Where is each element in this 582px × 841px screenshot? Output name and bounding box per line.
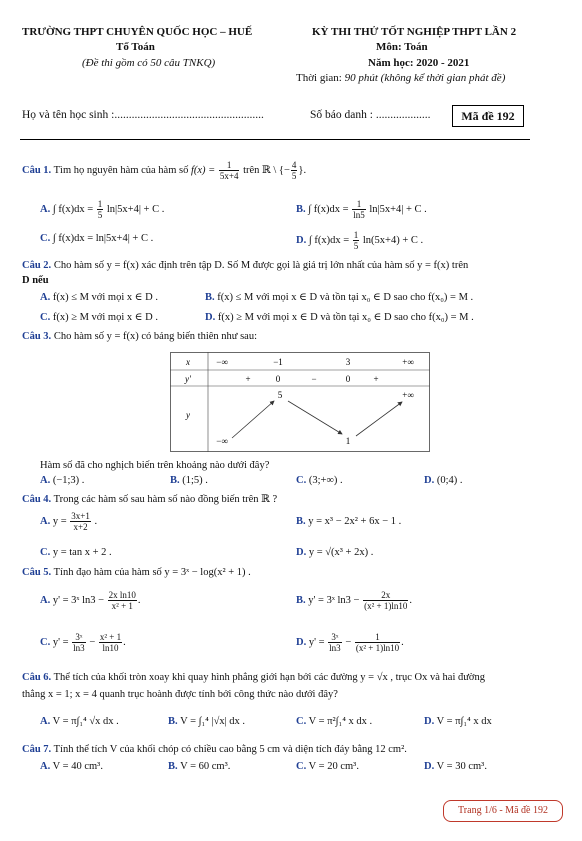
vt-sign: 0 <box>275 374 281 384</box>
q4-option-d[interactable]: D. y = √(x³ + 2x) . <box>296 547 374 558</box>
question-3: Câu 3. Cho hàm số y = f(x) có bảng biến thiên như sau: <box>22 331 258 342</box>
variation-table <box>170 352 430 452</box>
q6-option-a[interactable]: A. V = π∫₁⁴ √x dx . <box>40 716 119 727</box>
question-5: Câu 5. Tính đạo hàm của hàm số y = 3ˣ − log(x² + 1) . <box>22 567 251 578</box>
q5-option-c[interactable]: C. y' = $\frac{\text{3ˣ}}{\ln 3}$ − $\frac{\text{x² + 1}}{\ln 10}$ . <box>40 632 126 653</box>
vt-y-label: y <box>186 410 190 420</box>
q3-option-c[interactable]: C. (3;+∞) . <box>296 475 343 486</box>
vt-arrow-up <box>356 402 402 436</box>
q1-option-d[interactable]: D. ∫ f(x)dx = $\frac{1}{5}$ ln(5x+4) + C . <box>296 230 424 251</box>
header-divider <box>20 139 530 140</box>
q7-option-c[interactable]: C. V = 20 cm³. <box>296 761 359 772</box>
vt-arrow-down <box>288 401 342 434</box>
department: Tổ Toán <box>116 41 155 53</box>
vt-y-val: +∞ <box>402 390 414 400</box>
q4-option-c[interactable]: C. y = tan x + 2 . <box>40 547 112 558</box>
q7-option-d[interactable]: D. V = 30 cm³. <box>424 761 487 772</box>
subject: Môn: Toán <box>376 41 428 53</box>
vt-arrow-up <box>232 401 274 438</box>
question-6: Câu 6. Thể tích của khối tròn xoay khi quay hình phẳng giới hạn bởi các đường y = √x , trục Ox và hai đường <box>22 672 485 683</box>
student-name-line: Họ và tên học sinh :.................................................... <box>22 109 264 121</box>
vt-y-val: −∞ <box>216 436 228 446</box>
q1-option-c[interactable]: C. ∫ f(x)dx = ln|5x+4| + C . <box>40 233 154 244</box>
exam-time: Thời gian: 90 phút (không kể thời gian phát đề) <box>296 72 506 84</box>
school-year: Năm học: 2020 - 2021 <box>368 57 470 69</box>
q1-option-b[interactable]: B. ∫ f(x)dx = $\frac{1}{\ln 5}$ ln|5x+4| + C . <box>296 199 427 220</box>
q7-option-b[interactable]: B. V = 60 cm³. <box>168 761 231 772</box>
question-2: Câu 2. Cho hàm số y = f(x) xác định trên tập D. Số M được gọi là giá trị lớn nhất của hàm số y = f(x) trên <box>22 260 469 271</box>
vt-sign: 0 <box>345 374 351 384</box>
q7-option-a[interactable]: A. V = 40 cm³. <box>40 761 103 772</box>
vt-x-val: −∞ <box>216 357 228 367</box>
q2-option-b[interactable]: B. f(x) ≤ M với mọi x ∈ D và tồn tại x₀ ∈ D sao cho f(x₀) = M . <box>205 292 474 303</box>
vt-sign: + <box>245 374 251 384</box>
q5-option-b[interactable]: B. y' = 3ˣ ln3 − $\frac{2x}{\text{(x² + 1)ln10}}$ . <box>296 590 412 611</box>
q6-option-d[interactable]: D. V = π∫₁⁴ x dx <box>424 716 492 727</box>
school-name: TRƯỜNG THPT CHUYÊN QUỐC HỌC – HUẾ <box>22 26 253 38</box>
q2-option-c[interactable]: C. f(x) ≥ M với mọi x ∈ D . <box>40 312 158 323</box>
q6-option-c[interactable]: C. V = π²∫₁⁴ x dx . <box>296 716 373 727</box>
q2-option-d[interactable]: D. f(x) ≥ M với mọi x ∈ D và tồn tại x₀ ∈ D sao cho f(x₀) = M . <box>205 312 474 323</box>
q5-option-a[interactable]: A. y' = 3ˣ ln3 − $\frac{\text{2x ln10}}{\text{x² + 1}}$ . <box>40 590 141 611</box>
vt-x-val: −1 <box>273 357 283 367</box>
question-1: Câu 1. Tìm họ nguyên hàm của hàm số f(x) = $\frac{1}{5x+4}$ trên ℝ \ {− $\frac{4}{5}$ }. <box>22 160 307 181</box>
q3-option-b[interactable]: B. (1;5) . <box>170 475 208 486</box>
q4-option-b[interactable]: B. y = x³ − 2x² + 6x − 1 . <box>296 516 402 527</box>
question-4: Câu 4. Trong các hàm số sau hàm số nào đồng biến trên ℝ ? <box>22 494 278 505</box>
vt-x-label: x <box>186 357 190 367</box>
q3-option-d[interactable]: D. (0;4) . <box>424 475 463 486</box>
vt-y-val: 1 <box>345 436 351 446</box>
exam-code-box: Mã đề 192 <box>452 105 524 127</box>
vt-sign: − <box>311 374 317 384</box>
vt-sign: + <box>373 374 379 384</box>
question-7: Câu 7. Tính thể tích V của khối chóp có chiều cao bằng 5 cm và diện tích đáy bằng 12 cm². <box>22 744 407 755</box>
vt-x-val: 3 <box>345 357 351 367</box>
student-id-line: Số báo danh : ................... <box>310 109 431 121</box>
q6-option-b[interactable]: B. V = ∫₁⁴ |√x| dx . <box>168 716 246 727</box>
vt-yp-label: y' <box>185 374 191 384</box>
vt-x-val: +∞ <box>402 357 414 367</box>
vt-y-val: 5 <box>277 390 283 400</box>
question-2-line2: D nếu <box>22 275 49 286</box>
q4-option-a[interactable]: A. y = $\frac{3x+1}{x+2}$ . <box>40 511 98 532</box>
exam-note: (Đề thi gồm có 50 câu TNKQ) <box>82 57 216 69</box>
question-6-line2: thẳng x = 1; x = 4 quanh trục hoành được tính bởi công thức nào dưới đây? <box>22 689 338 700</box>
q3-option-a[interactable]: A. (−1;3) . <box>40 475 85 486</box>
page-footer-badge: Trang 1/6 - Mã đề 192 <box>443 800 563 822</box>
q1-option-a[interactable]: A. ∫ f(x)dx = $\frac{1}{5}$ ln|5x+4| + C . <box>40 199 165 220</box>
question-3-prompt: Hàm số đã cho nghịch biến trên khoảng nào dưới đây? <box>40 460 270 471</box>
q2-option-a[interactable]: A. f(x) ≤ M với mọi x ∈ D . <box>40 292 158 303</box>
q5-option-d[interactable]: D. y' = $\frac{\text{3ˣ}}{\ln 3}$ − $\frac{1}{\text{(x² + 1)ln10}}$ . <box>296 632 404 653</box>
exam-title: KỲ THI THỬ TỐT NGHIỆP THPT LẦN 2 <box>312 26 517 38</box>
